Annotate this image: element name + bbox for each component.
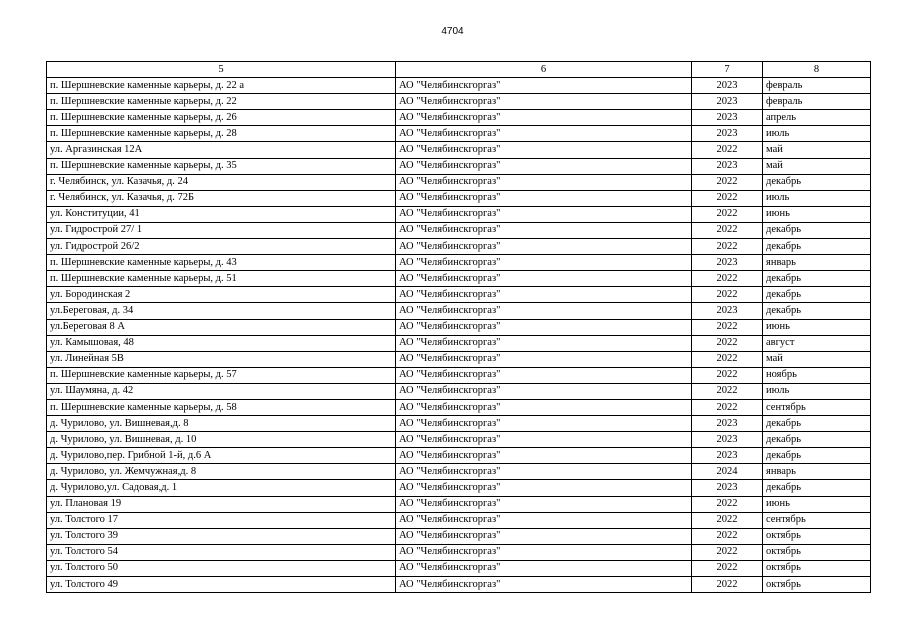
address-cell: п. Шершневские каменные карьеры, д. 22 [47, 94, 396, 110]
organization-cell: АО "Челябинскгоргаз" [396, 287, 692, 303]
table-row [47, 464, 871, 480]
table-row [47, 174, 871, 190]
month-cell: декабрь [763, 416, 871, 432]
month-cell: декабрь [763, 239, 871, 255]
month-cell: январь [763, 464, 871, 480]
organization-cell: АО "Челябинскгоргаз" [396, 383, 692, 399]
column-header-6: 6 [396, 62, 692, 78]
organization-cell: АО "Челябинскгоргаз" [396, 239, 692, 255]
address-cell: д. Чурилово, ул. Вишневая,д. 8 [47, 416, 396, 432]
year-cell: 2023 [692, 303, 763, 319]
address-cell: ул.Береговая 8 А [47, 319, 396, 335]
organization-cell: АО "Челябинскгоргаз" [396, 126, 692, 142]
organization-cell: АО "Челябинскгоргаз" [396, 190, 692, 206]
table-row [47, 480, 871, 496]
table-row [47, 351, 871, 367]
year-cell: 2024 [692, 464, 763, 480]
organization-cell: АО "Челябинскгоргаз" [396, 399, 692, 415]
organization-cell: АО "Челябинскгоргаз" [396, 255, 692, 271]
year-cell: 2023 [692, 78, 763, 94]
month-cell: июль [763, 383, 871, 399]
month-cell: май [763, 351, 871, 367]
address-cell: ул. Аргазинская 12А [47, 142, 396, 158]
table-row [47, 319, 871, 335]
year-cell: 2023 [692, 432, 763, 448]
address-cell: ул. Линейная 5В [47, 351, 396, 367]
table-row [47, 512, 871, 528]
address-cell: п. Шершневские каменные карьеры, д. 26 [47, 110, 396, 126]
year-cell: 2022 [692, 174, 763, 190]
year-cell: 2022 [692, 383, 763, 399]
table-row [47, 399, 871, 415]
table-row [47, 303, 871, 319]
table-row [47, 158, 871, 174]
address-cell: п. Шершневские каменные карьеры, д. 43 [47, 255, 396, 271]
year-cell: 2022 [692, 560, 763, 576]
address-cell: ул. Гидрострой 27/ 1 [47, 222, 396, 238]
organization-cell: АО "Челябинскгоргаз" [396, 110, 692, 126]
month-cell: июнь [763, 206, 871, 222]
year-cell: 2023 [692, 94, 763, 110]
year-cell: 2023 [692, 158, 763, 174]
table-row [47, 222, 871, 238]
organization-cell: АО "Челябинскгоргаз" [396, 319, 692, 335]
organization-cell: АО "Челябинскгоргаз" [396, 206, 692, 222]
organization-cell: АО "Челябинскгоргаз" [396, 142, 692, 158]
table-row [47, 448, 871, 464]
month-cell: август [763, 335, 871, 351]
month-cell: июль [763, 190, 871, 206]
table-row [47, 544, 871, 560]
month-cell: декабрь [763, 174, 871, 190]
month-cell: январь [763, 255, 871, 271]
address-cell: п. Шершневские каменные карьеры, д. 58 [47, 399, 396, 415]
address-cell: п. Шершневские каменные карьеры, д. 22 а [47, 78, 396, 94]
month-cell: октябрь [763, 528, 871, 544]
address-cell: п. Шершневские каменные карьеры, д. 51 [47, 271, 396, 287]
table-row [47, 142, 871, 158]
month-cell: июнь [763, 496, 871, 512]
column-header-5: 5 [47, 62, 396, 78]
month-cell: декабрь [763, 480, 871, 496]
table-row [47, 78, 871, 94]
address-cell: п. Шершневские каменные карьеры, д. 35 [47, 158, 396, 174]
address-cell: ул. Толстого 50 [47, 560, 396, 576]
table-row [47, 496, 871, 512]
table-row [47, 190, 871, 206]
header-row [47, 62, 871, 78]
month-cell: июль [763, 126, 871, 142]
column-header-8: 8 [763, 62, 871, 78]
table-row [47, 271, 871, 287]
address-cell: ул. Конституции, 41 [47, 206, 396, 222]
year-cell: 2022 [692, 319, 763, 335]
table-row [47, 126, 871, 142]
address-cell: ул. Плановая 19 [47, 496, 396, 512]
organization-cell: АО "Челябинскгоргаз" [396, 496, 692, 512]
year-cell: 2022 [692, 271, 763, 287]
month-cell: декабрь [763, 222, 871, 238]
organization-cell: АО "Челябинскгоргаз" [396, 480, 692, 496]
address-cell: д. Чурилово,пер. Грибной 1-й, д.6 А [47, 448, 396, 464]
table-body [47, 78, 871, 593]
month-cell: декабрь [763, 303, 871, 319]
table-row [47, 367, 871, 383]
month-cell: декабрь [763, 287, 871, 303]
year-cell: 2022 [692, 206, 763, 222]
table-row [47, 287, 871, 303]
organization-cell: АО "Челябинскгоргаз" [396, 78, 692, 94]
address-cell: п. Шершневские каменные карьеры, д. 57 [47, 367, 396, 383]
address-cell: ул. Толстого 49 [47, 577, 396, 593]
organization-cell: АО "Челябинскгоргаз" [396, 560, 692, 576]
year-cell: 2022 [692, 577, 763, 593]
address-cell: г. Челябинск, ул. Казачья, д. 72Б [47, 190, 396, 206]
year-cell: 2023 [692, 126, 763, 142]
address-cell: ул. Гидрострой 26/2 [47, 239, 396, 255]
year-cell: 2022 [692, 335, 763, 351]
year-cell: 2022 [692, 528, 763, 544]
month-cell: май [763, 158, 871, 174]
month-cell: май [763, 142, 871, 158]
year-cell: 2023 [692, 480, 763, 496]
table-row [47, 239, 871, 255]
address-cell: д. Чурилово, ул. Вишневая, д. 10 [47, 432, 396, 448]
address-cell: ул. Шаумяна, д. 42 [47, 383, 396, 399]
year-cell: 2023 [692, 416, 763, 432]
address-cell: ул. Толстого 39 [47, 528, 396, 544]
organization-cell: АО "Челябинскгоргаз" [396, 432, 692, 448]
year-cell: 2023 [692, 110, 763, 126]
year-cell: 2022 [692, 496, 763, 512]
month-cell: ноябрь [763, 367, 871, 383]
organization-cell: АО "Челябинскгоргаз" [396, 512, 692, 528]
table-row [47, 335, 871, 351]
organization-cell: АО "Челябинскгоргаз" [396, 577, 692, 593]
address-cell: д. Чурилово, ул. Жемчужная,д. 8 [47, 464, 396, 480]
year-cell: 2022 [692, 544, 763, 560]
organization-cell: АО "Челябинскгоргаз" [396, 94, 692, 110]
year-cell: 2022 [692, 351, 763, 367]
year-cell: 2022 [692, 190, 763, 206]
table-row [47, 560, 871, 576]
year-cell: 2023 [692, 448, 763, 464]
schedule-table [46, 61, 871, 593]
address-cell: ул. Бородинская 2 [47, 287, 396, 303]
address-cell: г. Челябинск, ул. Казачья, д. 24 [47, 174, 396, 190]
month-cell: апрель [763, 110, 871, 126]
organization-cell: АО "Челябинскгоргаз" [396, 351, 692, 367]
month-cell: декабрь [763, 271, 871, 287]
organization-cell: АО "Челябинскгоргаз" [396, 335, 692, 351]
organization-cell: АО "Челябинскгоргаз" [396, 158, 692, 174]
year-cell: 2022 [692, 239, 763, 255]
organization-cell: АО "Челябинскгоргаз" [396, 464, 692, 480]
table-row [47, 206, 871, 222]
page-number: 4704 [441, 26, 464, 37]
month-cell: февраль [763, 78, 871, 94]
year-cell: 2022 [692, 367, 763, 383]
year-cell: 2022 [692, 142, 763, 158]
address-cell: п. Шершневские каменные карьеры, д. 28 [47, 126, 396, 142]
year-cell: 2023 [692, 255, 763, 271]
address-cell: ул. Толстого 54 [47, 544, 396, 560]
month-cell: сентябрь [763, 512, 871, 528]
month-cell: июнь [763, 319, 871, 335]
organization-cell: АО "Челябинскгоргаз" [396, 174, 692, 190]
organization-cell: АО "Челябинскгоргаз" [396, 448, 692, 464]
address-cell: ул.Береговая, д. 34 [47, 303, 396, 319]
address-cell: д. Чурилово,ул. Садовая,д. 1 [47, 480, 396, 496]
year-cell: 2022 [692, 512, 763, 528]
organization-cell: АО "Челябинскгоргаз" [396, 528, 692, 544]
year-cell: 2022 [692, 222, 763, 238]
organization-cell: АО "Челябинскгоргаз" [396, 544, 692, 560]
organization-cell: АО "Челябинскгоргаз" [396, 416, 692, 432]
month-cell: декабрь [763, 432, 871, 448]
month-cell: октябрь [763, 560, 871, 576]
organization-cell: АО "Челябинскгоргаз" [396, 303, 692, 319]
table-row [47, 528, 871, 544]
month-cell: февраль [763, 94, 871, 110]
table-row [47, 432, 871, 448]
year-cell: 2022 [692, 399, 763, 415]
month-cell: октябрь [763, 577, 871, 593]
organization-cell: АО "Челябинскгоргаз" [396, 271, 692, 287]
address-cell: ул. Камышовая, 48 [47, 335, 396, 351]
table-row [47, 110, 871, 126]
year-cell: 2022 [692, 287, 763, 303]
column-header-7: 7 [692, 62, 763, 78]
table-row [47, 94, 871, 110]
address-cell: ул. Толстого 17 [47, 512, 396, 528]
month-cell: декабрь [763, 448, 871, 464]
organization-cell: АО "Челябинскгоргаз" [396, 222, 692, 238]
table-row [47, 255, 871, 271]
table-row [47, 577, 871, 593]
table-row [47, 383, 871, 399]
organization-cell: АО "Челябинскгоргаз" [396, 367, 692, 383]
month-cell: сентябрь [763, 399, 871, 415]
table-row [47, 416, 871, 432]
month-cell: октябрь [763, 544, 871, 560]
